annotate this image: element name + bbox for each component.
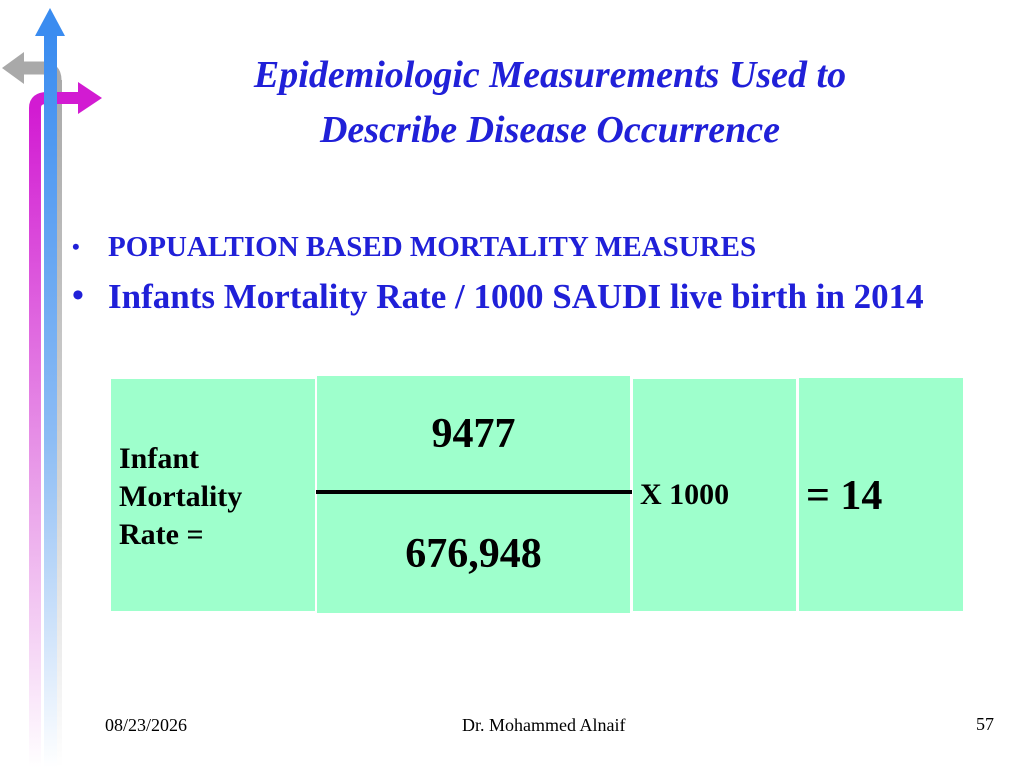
slide-title [160,48,940,158]
title-line-1: Epidemiologic Measurements Used to [253,54,847,96]
bullet-item [72,275,972,365]
bullet-text: Infants Mortality Rate / 1000 SAUDI live birth in 2014 [108,277,924,316]
formula-denominator: 676,948 [405,531,542,577]
bullet-dot-icon: • [72,277,84,314]
bullet-item [72,228,972,268]
formula-label-line: Infant [119,442,200,475]
title-line-2: Describe Disease Occurrence [319,109,781,151]
bullet-text: POPUALTION BASED MORTALITY MEASURES [108,231,757,263]
footer-author: Dr. Mohammed Alnaif [462,715,626,735]
formula-label-line: Mortality [119,480,243,513]
formula-result: = 14 [806,473,883,519]
fraction-bar [316,490,632,494]
formula-multiplier: X 1000 [640,478,730,511]
footer-page-number: 57 [976,714,994,734]
formula-label [119,440,309,554]
footer-date: 08/23/2026 [105,715,188,735]
formula-label-line: Rate = [119,518,204,551]
formula-numerator: 9477 [431,411,516,457]
decorative-arrows [0,0,110,768]
bullet-dot-icon: • [72,234,80,259]
